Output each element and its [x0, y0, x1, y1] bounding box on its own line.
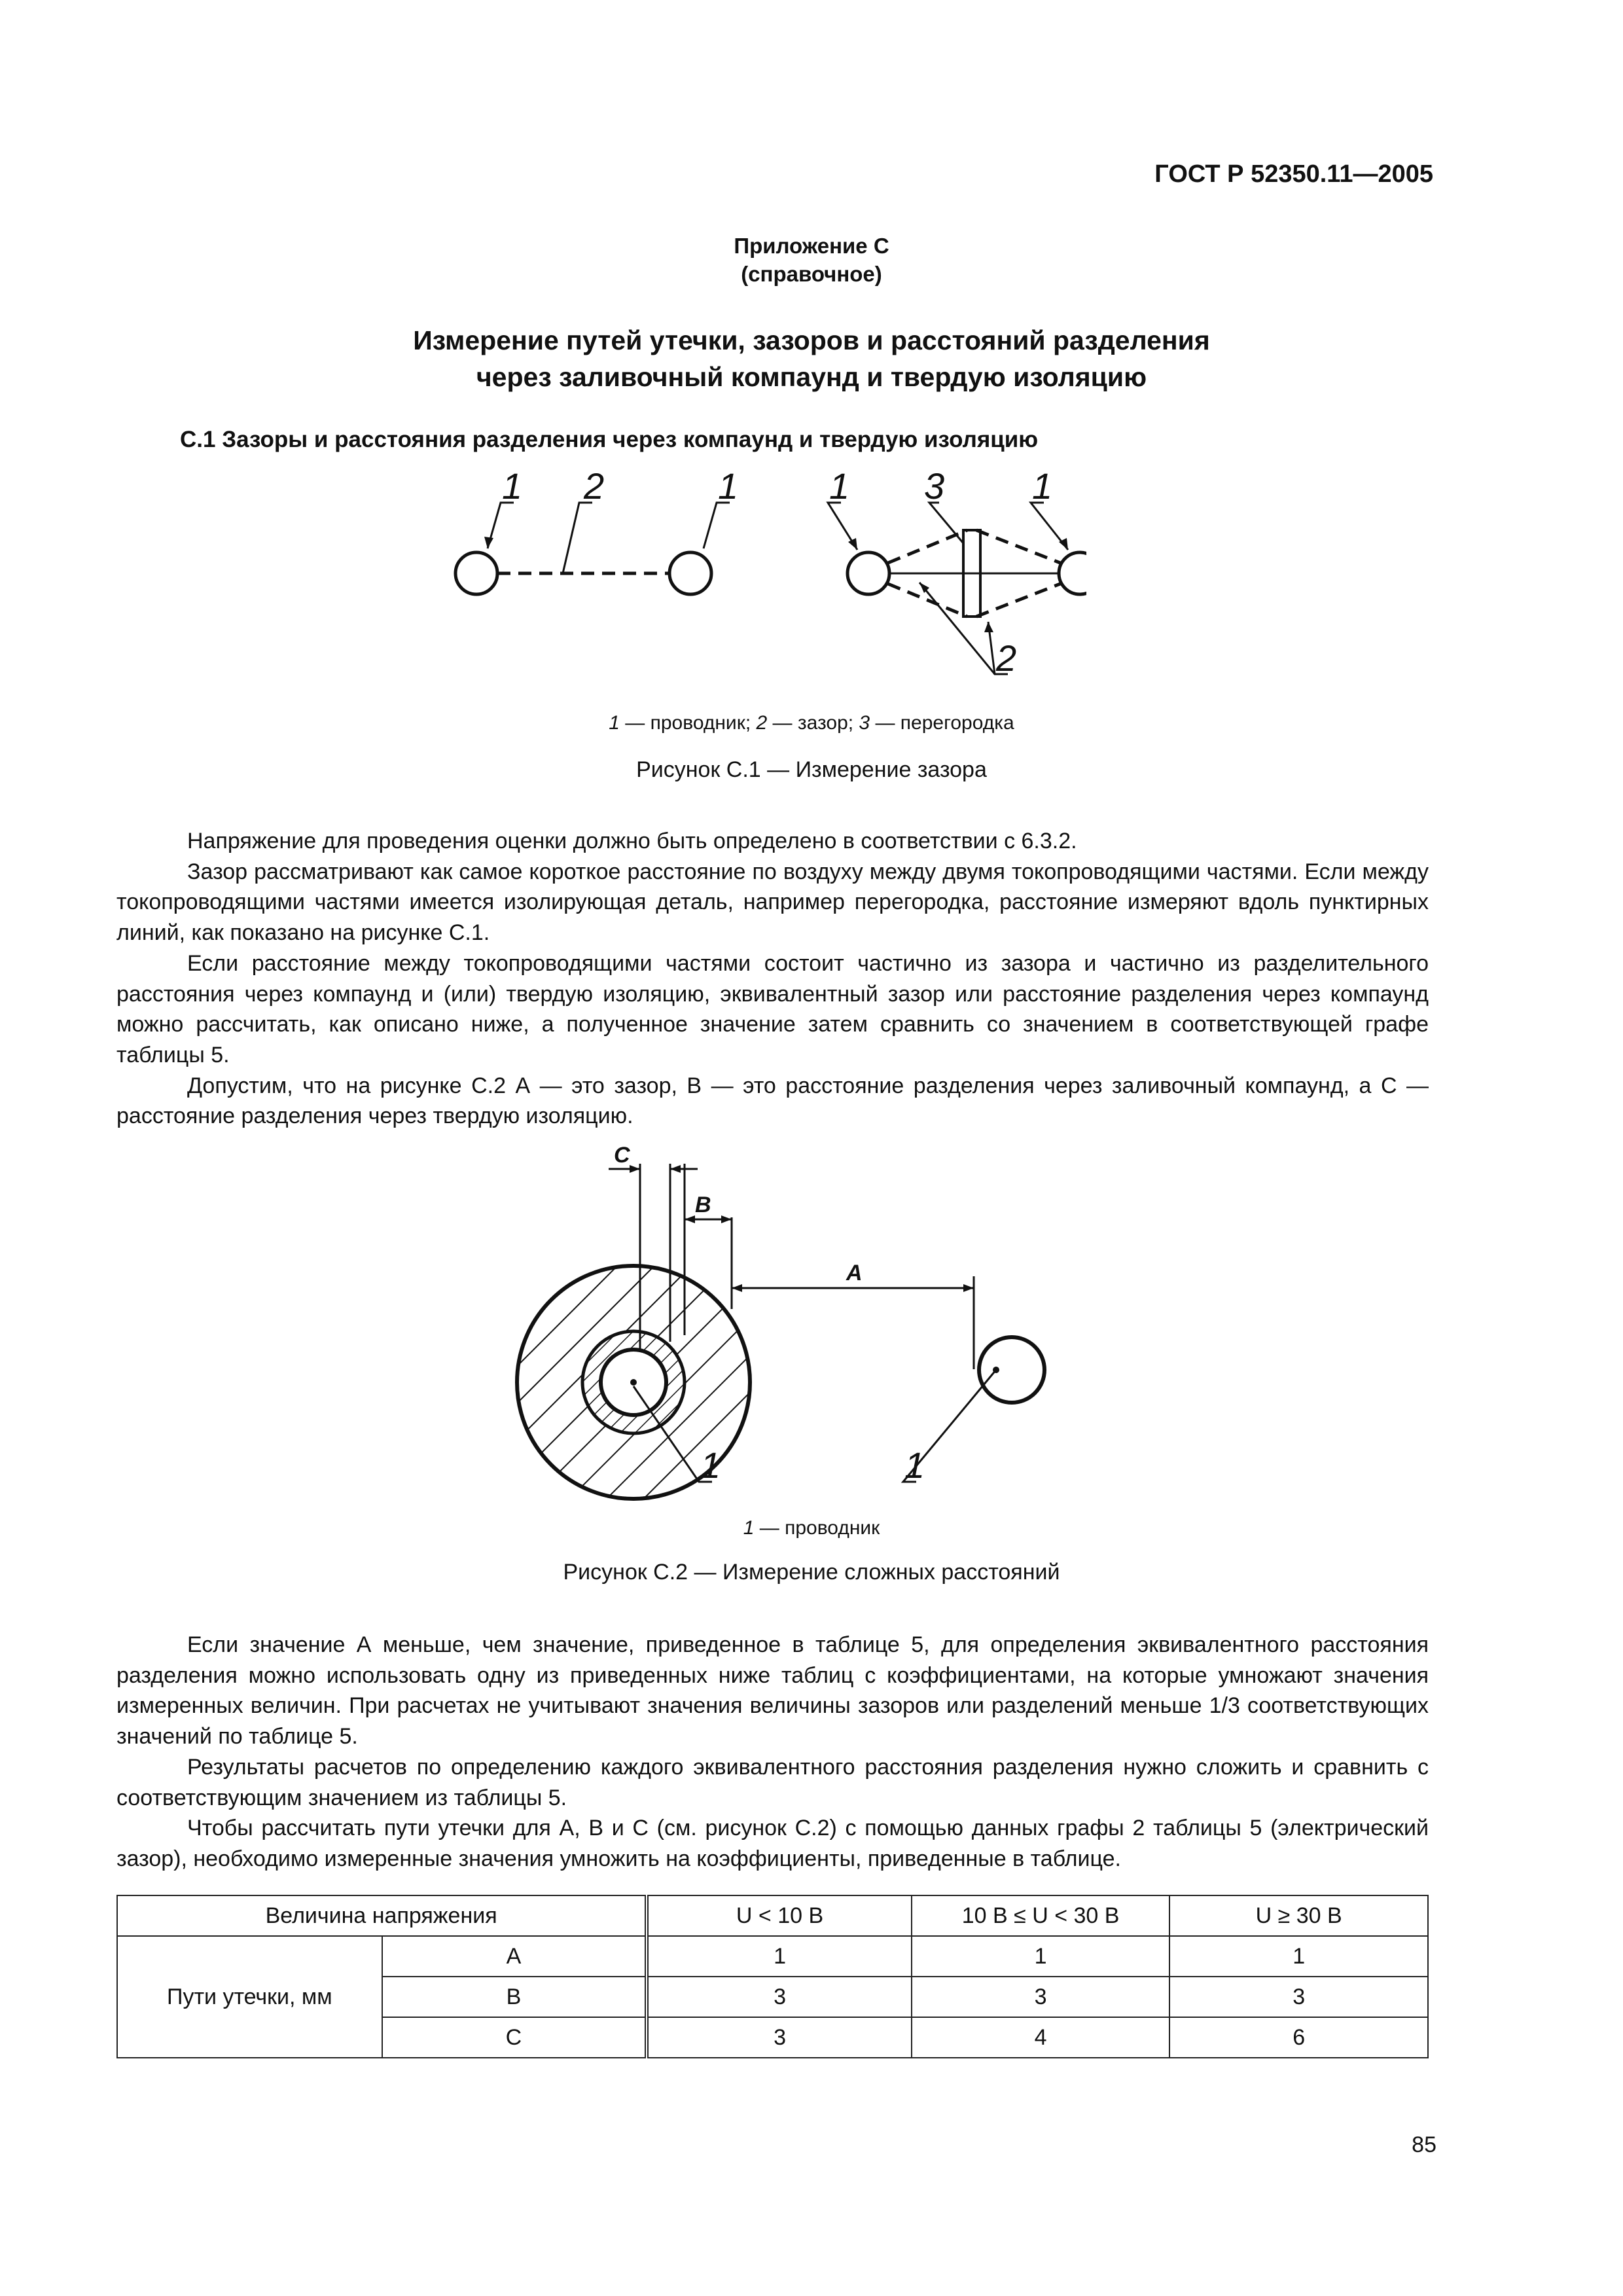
text-block-2 — [116, 1630, 1429, 1874]
fig1-label: 1 — [1032, 465, 1053, 507]
paragraph: Чтобы рассчитать пути утечки для А, В и С (см. рисунок С.2) с помощью данных графы 2 таблицы 5 (электрический зазор), необходимо измеренные значения умножить на коэффициенты, приведенные в таблице. — [116, 1816, 1429, 1871]
conductor-right-1 — [669, 552, 711, 594]
value-cell: 3 — [647, 1977, 912, 2017]
paragraph: Если значение А меньше, чем значение, приведенное в таблице 5, для определения эквивалентного расстояния разделения можно использовать одну из приведенных ниже таблиц с коэффициентами, на которые умножают значения измеренных величин. При расчетах не учитывают значения величины зазоров или разделений меньше 1/3 соответствующих значений по таблице 5. — [116, 1632, 1429, 1749]
annex-label: Приложение С — [734, 234, 889, 258]
header-cell: Величина напряжения — [117, 1895, 647, 1936]
row-group-cell: Пути утечки, мм — [117, 1936, 382, 2058]
table-row — [117, 1936, 1428, 1977]
fig2-label: 1 — [904, 1444, 925, 1486]
value-cell: 3 — [1169, 1977, 1428, 2017]
paragraph: Допустим, что на рисунке С.2 А — это зазор, В — это расстояние разделения через заливочный компаунд, а С — расстояние разделения через твердую изоляцию. — [116, 1073, 1429, 1129]
figure-c2 — [484, 1139, 1093, 1518]
paragraph: Напряжение для проведения оценки должно быть определено в соответствии с 6.3.2. — [187, 829, 1077, 853]
row-label-cell: В — [382, 1977, 647, 2017]
value-cell: 4 — [912, 2017, 1170, 2058]
text-block-1 — [116, 826, 1429, 1132]
header-cell: U < 10 В — [647, 1895, 912, 1936]
value-cell: 6 — [1169, 2017, 1428, 2058]
value-cell: 3 — [647, 2017, 912, 2058]
dimension-b: B — [695, 1193, 711, 1217]
title-line-2: через заливочный компаунд и твердую изоляцию — [476, 362, 1147, 392]
header-cell: 10 В ≤ U < 30 В — [912, 1895, 1170, 1936]
title-line-1: Измерение путей утечки, зазоров и расстояний разделения — [413, 325, 1210, 355]
fig2-legend: 1 — проводник — [743, 1517, 880, 1539]
standard-number: ГОСТ Р 52350.11—2005 — [1154, 160, 1433, 188]
paragraph: Если расстояние между токопроводящими частями состоит частично из зазора и частично из разделительного расстояния через компаунд и (или) твердую изоляцию, эквивалентный зазор или расстояние разделения через компаунд можно рассчитать, как описано ниже, а полученное значение затем сравнить со значением в соответствующей графе таблицы 5. — [116, 950, 1429, 1067]
clearance-dashed-line — [976, 530, 1060, 563]
conductor-left-2 — [847, 552, 889, 594]
value-cell: 1 — [912, 1936, 1170, 1977]
paragraph: Зазор рассматривают как самое короткое расстояние по воздуху между двумя токопроводящими частями. Если между токопроводящими частями имеется изолирующая деталь, например перегородка, расстояние измеряют вдоль пунктирных линий, как показано на рисунке С.1. — [116, 859, 1429, 946]
coefficient-table-wrap — [116, 1895, 1429, 2058]
value-cell: 1 — [1169, 1936, 1428, 1977]
annex-type: (справочное) — [741, 262, 882, 286]
row-label-cell: А — [382, 1936, 647, 1977]
fig1-label: 1 — [502, 465, 523, 507]
fig1-label: 2 — [584, 465, 605, 507]
fig1-legend: 1 — проводник; 2 — зазор; 3 — перегородка — [609, 712, 1014, 734]
fig2-label: 1 — [700, 1444, 721, 1486]
fig1-label: 3 — [924, 465, 945, 507]
page-number: 85 — [1412, 2132, 1436, 2157]
coefficient-table — [116, 1895, 1429, 2058]
figure-c1 — [432, 465, 1086, 700]
value-cell: 3 — [912, 1977, 1170, 2017]
fig1-caption: Рисунок С.1 — Измерение зазора — [636, 757, 987, 782]
section-heading: С.1 Зазоры и расстояния разделения через компаунд и твердую изоляцию — [180, 427, 1039, 452]
fig1-label: 1 — [718, 465, 739, 507]
conductor-outer — [979, 1337, 1044, 1403]
clearance-dashed-line — [976, 584, 1060, 617]
row-label-cell: С — [382, 2017, 647, 2058]
conductor-right-2 — [1059, 552, 1086, 594]
table-header-row — [117, 1895, 1428, 1936]
conductor-left-1 — [455, 552, 497, 594]
dimension-c: C — [614, 1143, 630, 1168]
fig1-label: 2 — [996, 637, 1017, 679]
fig1-label: 1 — [829, 465, 850, 507]
value-cell: 1 — [647, 1936, 912, 1977]
paragraph: Результаты расчетов по определению каждого эквивалентного расстояния разделения нужно сложить и сравнить с соответствующим значением из таблицы 5. — [116, 1754, 1429, 1810]
fig2-caption: Рисунок С.2 — Измерение сложных расстояний — [563, 1560, 1060, 1585]
header-cell: U ≥ 30 В — [1169, 1895, 1428, 1936]
dimension-a: A — [846, 1261, 863, 1285]
